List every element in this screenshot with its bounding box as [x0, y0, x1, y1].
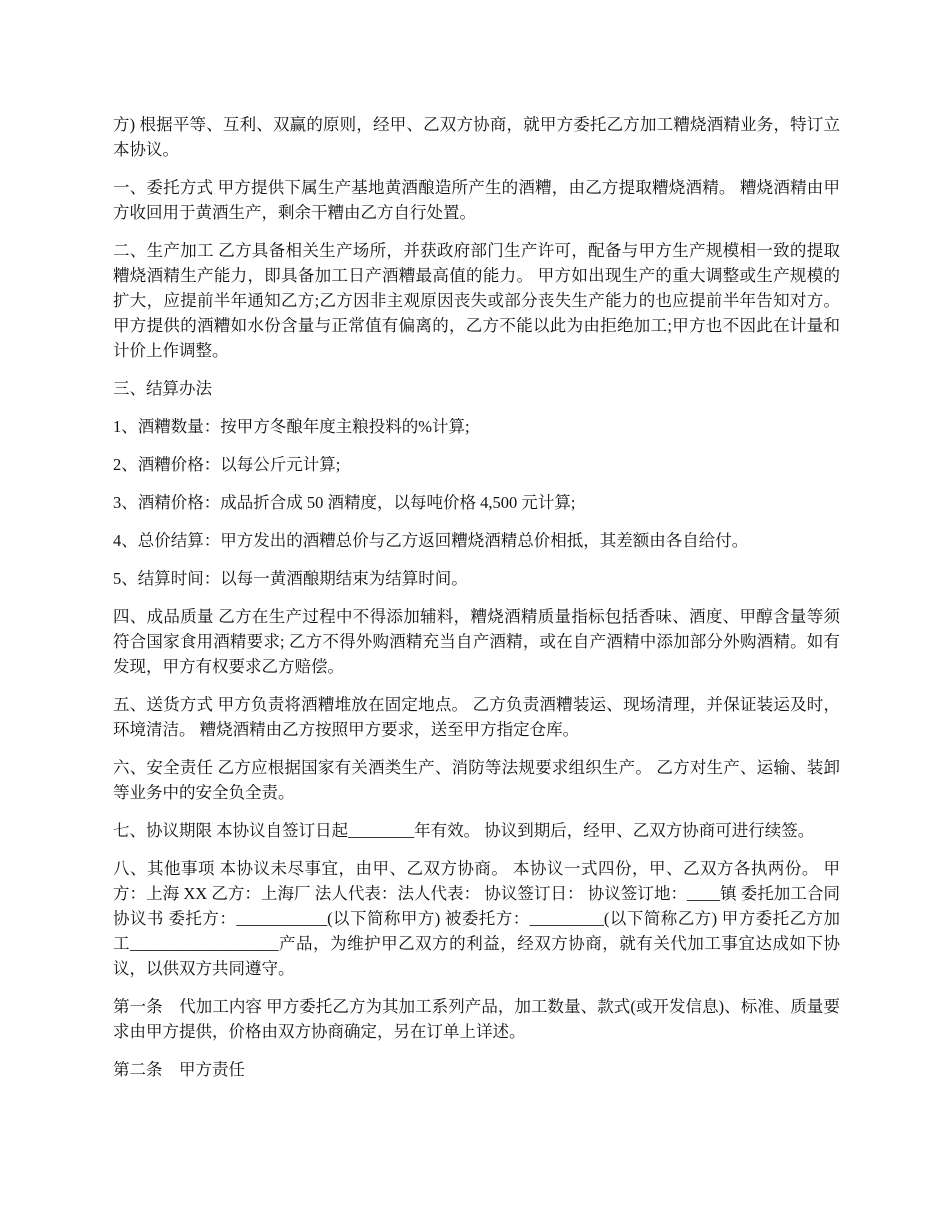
paragraph-settlement-item-4: 4、总价结算：甲方发出的酒糟总价与乙方返回糟烧酒精总价相抵，其差额由各自给付。	[113, 531, 749, 550]
paragraph-section-3-settlement-heading: 三、结算办法	[113, 379, 212, 398]
paragraph-section-1-commission-method: 一、委托方式 甲方提供下属生产基地黄酒酿造所产生的酒糟，由乙方提取糟烧酒精。 糟烧酒精由甲方收回用于黄酒生产，剩余干糟由乙方自行处置。	[113, 178, 840, 222]
paragraph-settlement-item-3: 3、酒精价格：成品折合成 50 酒精度，以每吨价格 4,500 元计算;	[113, 493, 576, 512]
paragraph-section-4-quality: 四、成品质量 乙方在生产过程中不得添加辅料，糟烧酒精质量指标包括香味、酒度、甲醇含量等须符合国家食用酒精要求; 乙方不得外购酒精充当自产酒精，或在自产酒精中添加部分外购酒精。如有发现，甲方有权要求乙方赔偿。	[113, 607, 840, 676]
paragraph-article-2: 第二条 甲方责任	[113, 1060, 245, 1079]
document-page	[113, 112, 840, 1095]
paragraph-article-1: 第一条 代加工内容 甲方委托乙方为其加工系列产品，加工数量、款式(或开发信息)、标准、质量要求由甲方提供，价格由双方协商确定，另在订单上详述。	[113, 997, 840, 1041]
paragraph-section-5-delivery: 五、送货方式 甲方负责将酒糟堆放在固定地点。 乙方负责酒糟装运、现场清理，并保证装运及时，环境清洁。 糟烧酒精由乙方按照甲方要求，送至甲方指定仓库。	[113, 695, 840, 739]
paragraph-settlement-item-5: 5、结算时间：以每一黄酒酿期结束为结算时间。	[113, 569, 468, 588]
paragraph-settlement-item-1: 1、酒糟数量：按甲方冬酿年度主粮投料的%计算;	[113, 417, 470, 436]
paragraph-intro: 方) 根据平等、互利、双赢的原则，经甲、乙双方协商，就甲方委托乙方加工糟烧酒精业务，特订立本协议。	[113, 115, 840, 159]
paragraph-section-2-production: 二、生产加工 乙方具备相关生产场所，并获政府部门生产许可，配备与甲方生产规模相一致的提取糟烧酒精生产能力，即具备加工日产酒糟最高值的能力。 甲方如出现生产的重大调整或生产规模的扩大，应提前半年通知乙方;乙方因非主观原因丧失或部分丧失生产能力的也应提前半年告知对方。 甲方提供的酒糟如水份含量与正常值有偏离的，乙方不能以此为由拒绝加工;甲方也不因此在计量和计价上作调整。	[113, 241, 840, 360]
paragraph-settlement-item-2: 2、酒糟价格：以每公斤元计算;	[113, 455, 341, 474]
paragraph-section-7-term: 七、协议期限 本协议自签订日起________年有效。 协议到期后，经甲、乙双方协商可进行续签。	[113, 821, 815, 840]
paragraph-section-8-other: 八、其他事项 本协议未尽事宜，由甲、乙双方协商。 本协议一式四份，甲、乙双方各执两份。 甲方：上海 XX 乙方：上海厂 法人代表：法人代表： 协议签订日： 协议签订地：____镇 委托加工合同协议书 委托方：___________(以下简称甲方) 被委托方：_________(以下简称乙方) 甲方委托乙方加工__________________产品，为维护甲乙双方的利益，经双方协商，就有关代加工事宜达成如下协议，以供双方共同遵守。	[113, 859, 840, 978]
paragraph-section-6-safety: 六、安全责任 乙方应根据国家有关酒类生产、消防等法规要求组织生产。 乙方对生产、运输、装卸等业务中的安全负全责。	[113, 758, 840, 802]
